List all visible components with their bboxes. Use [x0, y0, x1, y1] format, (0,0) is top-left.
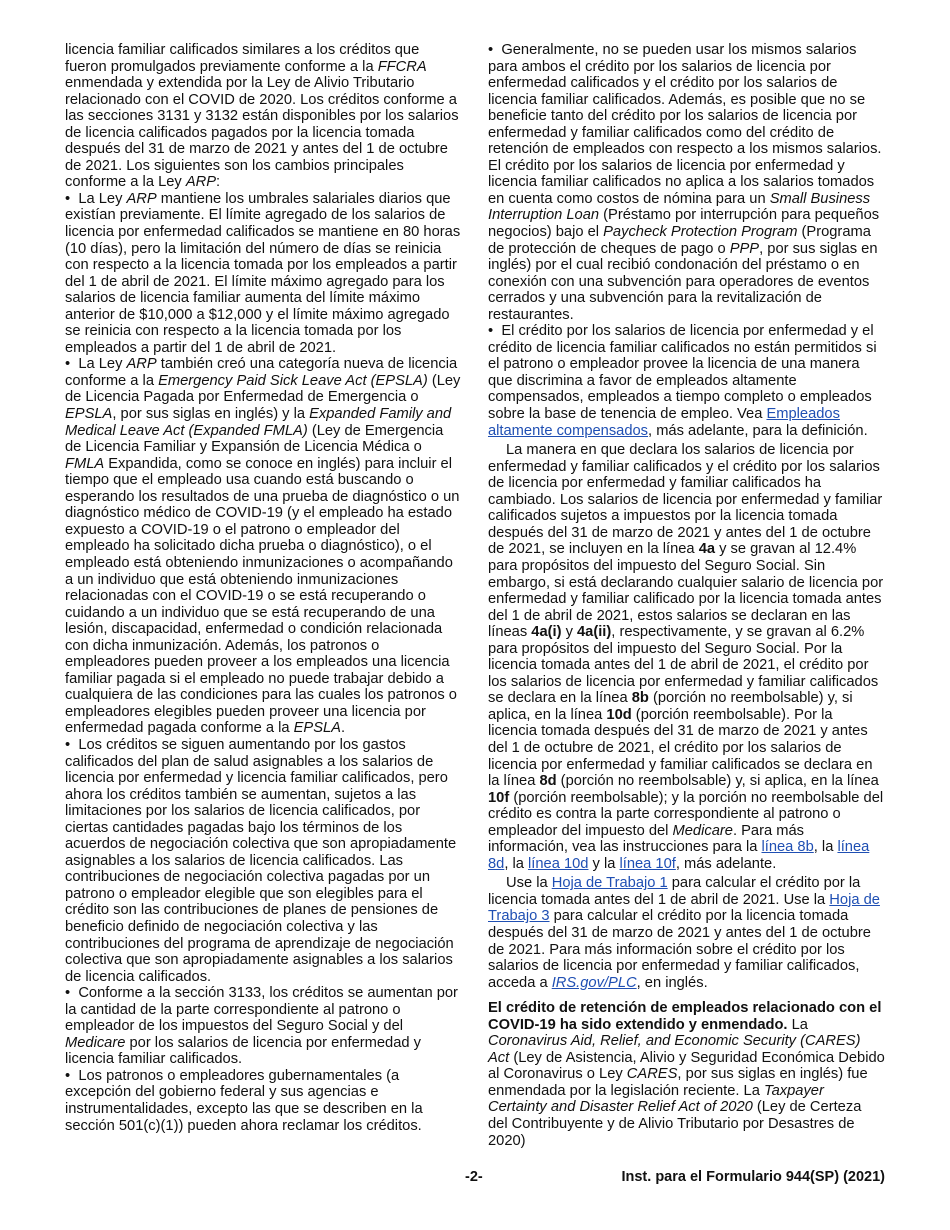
link-line-8b[interactable]: línea 8b [761, 839, 814, 856]
link-worksheet-1[interactable]: Hoja de Trabajo 1 [551, 875, 668, 892]
link-line-10d[interactable]: línea 10d [528, 855, 589, 872]
page-number: -2- [465, 1169, 483, 1185]
intro-paragraph: licencia familiar calificados similares a los créditos que fueron promulgados previamente conforme a la FFCRA enmendada y extendida por la Ley de Alivio Tributario relacionado con el COVID de 2020. Los créditos conforme a las secciones 3131 y 3132 están disponibles por los salarios de licencia calificados pagados por la licencia tomada después del 31 de marzo de 2021 y antes del 1 de octubre de 2021. Los siguientes son los cambios principales conforme a la Ley ARP: [65, 42, 459, 191]
bullet-new-leave-category: • La Ley ARP también creó una categoría nueva de licencia conforme a la Emergency Paid Sick Leave Act (EPSLA) (Ley de Licencia Pagada por Enfermedad de Emergencia o EPSLA, por sus siglas en inglés) y la Expanded Family and Medical Leave Act (Expanded FMLA) (Ley de Emergencia de Licencia Familiar y Expansión de Licencia Médica o FMLA Expandida, como se conoce en inglés) para incluir el tiempo que el empleado usa cuando está buscando o esperando los resultados de una prueba de diagnóstico o un diagnóstico médico de COVID-19 (y el empleado ha estado expuesto a COVID-19 o el patrono o empleador del empleado ha solicitado dicha prueba o diagnóstico), o el empleado está obteniendo inmunizaciones o acompañando a un individuo que está obteniendo inmunizaciones relacionadas con el COVID-19 o se está recuperando o cuidando a un individuo que se está recuperando de una lesión, discapacidad, enfermedad o condición relacionada con dicha inmunización. Además, los patronos o empleadores pueden proveer a los empleados una licencia familiar pagada si el empleado no puede trabajar debido a cualquiera de las condiciones para las cuales los patronos o empleadores elegibles pueden proveer una licencia por enfermedad pagada conforme a la EPSLA. [65, 356, 461, 737]
bullet-health-plan-expenses: • Los créditos se siguen aumentando por los gastos calificados del plan de salud asignables a los salarios de licencia por enfermedad y licencia familiar calificados, pero ahora los créditos también se aumentan, sujetos a las limitaciones por los salarios de licencia calificados, por ciertas cantidades pagadas bajo los términos de los acuerdos de negociación colectiva que son apropiadamente asignables a los salarios de licencia calificados. Las contribuciones de negociación colectiva pagadas por un patrono o empleador elegible que son elegibles para el crédito son las contribuciones de planes de pensiones de beneficio definido de negociación colectiva y las contribuciones del programa de aprendizaje de negociación colectiva que son apropiadamente asignables a los salarios de licencia calificados. [65, 737, 461, 985]
paragraph-retention-credit: El crédito de retención de empleados relacionado con el COVID-19 ha sido extendido y enmendado. La Coronavirus Aid, Relief, and Economic Security (CARES) Act (Ley de Asistencia, Alivio y Seguridad Económica Debido al Coronavirus o Ley CARES, por sus siglas en inglés) fue enmendada por la legislación reciente. La Taxpayer Certainty and Disaster Relief Act of 2020 (Ley de Certeza del Contribuyente y de Alivio Tributario por Desastres de 2020) [488, 1000, 885, 1149]
link-line-8d[interactable]: línea 8d [488, 839, 870, 872]
page-footer [65, 1169, 885, 1189]
link-worksheet-3[interactable]: Hoja de Trabajo 3 [488, 891, 880, 925]
retention-credit-heading: El crédito de retención de empleados relacionado con el COVID-19 ha sido extendido y enmendado. [488, 1000, 882, 1033]
bullet-daily-thresholds: • La Ley ARP mantiene los umbrales salariales diarios que existían previamente. El límite agregado de los salarios de licencia por enfermedad calificados se mantiene en 80 horas (10 días), pero la limitación del número de días se reinicia con respecto a la licencia tomada por los empleados a partir del 1 de abril de 2021. El límite máximo agregado para los salarios de licencia familiar aumenta del límite máximo anterior de $10,000 a $12,000 y el límite máximo agregado se reinicia con respecto a la licencia tomada por los empleados a partir del 1 de abril de 2021. [65, 191, 461, 356]
form-title: Inst. para el Formulario 944(SP) (2021) [621, 1169, 885, 1185]
bullet-discrimination: • El crédito por los salarios de licencia por enfermedad y el crédito de licencia familiar calificados no están permitidos si el patrono o empleador provee la licencia de una manera que discrimina a favor de empleados altamente compensados, empleados a tiempo completo o empleados sobre la base de tenencia de empleo. Vea Empleados altamente compensados, más adelante, para la definición. [488, 323, 885, 439]
bullet-section-3133: • Conforme a la sección 3133, los créditos se aumentan por la cantidad de la parte correspondiente al patrono o empleador de los impuestos del Seguro Social y del Medicare por los salarios de licencia por enfermedad y licencia familiar calificados. [65, 985, 461, 1068]
link-line-10f[interactable]: línea 10f [619, 855, 676, 872]
bullet-government-employers: • Los patronos o empleadores gubernamentales (a excepción del gobierno federal y sus agencias e instrumentalidades, excepto las que se describen en la sección 501(c)(1)) pueden ahora reclamar los créditos. [65, 1068, 461, 1134]
link-irs-plc[interactable]: IRS.gov/PLC [551, 974, 637, 991]
paragraph-worksheets: Use la Hoja de Trabajo 1 para calcular el crédito por la licencia tomada antes del 1 de abril de 2021. Use la Hoja de Trabajo 3 para calcular el crédito por la licencia tomada después del 31 de marzo de 2021 y antes del 1 de octubre de 2021. Para más información sobre el crédito por los salarios de licencia por enfermedad y familiar calificados, acceda a IRS.gov/PLC, en inglés. [488, 875, 880, 991]
bullet-same-wages: • Generalmente, no se pueden usar los mismos salarios para ambos el crédito por los salarios de licencia por enfermedad calificados y el crédito por los salarios de licencia familiar calificados. Además, es posible que no se beneficie tanto del crédito por los salarios de licencia por enfermedad y familiar calificados como del crédito de retención de empleados con respecto a los mismos salarios. El crédito por los salarios de licencia por enfermedad y licencia familiar calificados no aplica a los salarios tomados en cuenta como costos de nómina para un Small Business Interruption Loan (Préstamo por interrupción para pequeños negocios) bajo el Paycheck Protection Program (Programa de protección de cheques de pago o PPP, por sus siglas en inglés) por el cual recibió condonación del préstamo o en conexión con una subvención para operadores de eventos cerrados y una subvención para la revitalización de restaurantes. [488, 42, 885, 323]
paragraph-reporting-changes: La manera en que declara los salarios de licencia por enfermedad y familiar calificados y el crédito por los salarios de licencia por enfermedad y familiar calificados ha cambiado. Los salarios de licencia por enfermedad y familiar calificados sujetos a impuestos por la licencia tomada después del 31 de marzo de 2021 y antes del 1 de octubre de 2021, se incluyen en la línea 4a y se gravan al 12.4% para propósitos del impuesto del Seguro Social. Sin embargo, si está declarando cualquier salario de licencia por enfermedad y familiar calificado por la licencia tomada antes del 1 de abril de 2021, estos salarios se declaran en las líneas 4a(i) y 4a(ii), respectivamente, y se gravan al 6.2% para propósitos del impuesto del Seguro Social. Por la licencia tomada antes del 1 de abril de 2021, el crédito por los salarios de licencia por enfermedad y familiar calificados se declara en la línea 8b (porción no reembolsable) y, si aplica, en la línea 10d (porción reembolsable). Por la licencia tomada después del 31 de marzo de 2021 y antes del 1 de octubre de 2021, el crédito por los salarios de licencia por enfermedad y familiar calificados se declara en la línea 8d (porción no reembolsable) y, si aplica, en la línea 10f (porción reembolsable); y la porción no reembolsable del crédito es contra la parte correspondiente al patrono o empleador del impuesto del Medicare. Para más información, vea las instrucciones para la línea 8b, la línea 8d, la línea 10d y la línea 10f, más adelante. [488, 442, 884, 872]
right-column [488, 42, 885, 1149]
left-column [65, 42, 461, 1134]
link-highly-compensated-employees[interactable]: Empleados altamente compensados [488, 406, 840, 439]
